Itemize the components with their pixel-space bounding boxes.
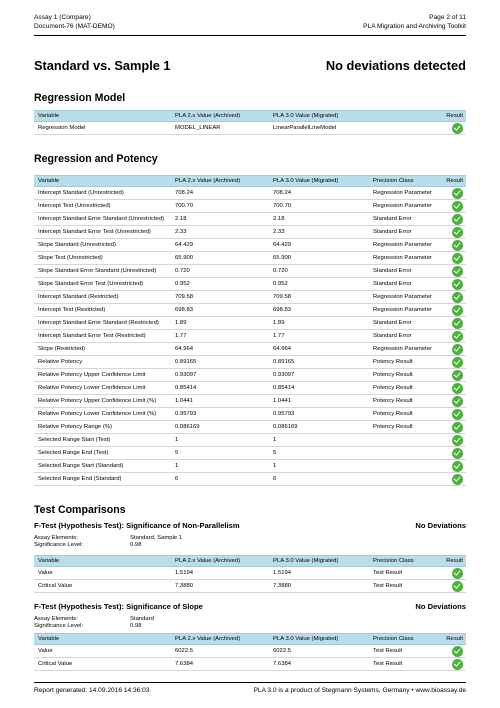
table-header-row: [34, 556, 466, 567]
variable-cell: Intercept Test (Unrestricted): [34, 200, 171, 213]
result-cell: [437, 369, 466, 382]
variable-cell: Relative Potency Range (%): [34, 421, 171, 434]
migrated-cell: 64.964: [269, 343, 369, 356]
check-icon: [452, 253, 463, 264]
table-row: [34, 317, 466, 330]
assay-name: Assay 1 (Compare): [34, 14, 91, 21]
table-row: [34, 382, 466, 395]
migrated-cell: LinearParallelLineModel: [269, 122, 437, 135]
check-icon: [452, 227, 463, 238]
precision-cell: Standard Error: [369, 330, 437, 343]
precision-cell: Standard Error: [369, 317, 437, 330]
table-row: [34, 447, 466, 460]
result-cell: [437, 122, 466, 135]
variable-cell: Relative Potency Upper Confidence Limit (%): [34, 395, 171, 408]
precision-cell: Test Result: [369, 658, 437, 671]
check-icon: [452, 357, 463, 368]
variable-cell: Relative Potency: [34, 356, 171, 369]
table-row: [34, 304, 466, 317]
precision-cell: Regression Parameter: [369, 343, 437, 356]
variable-cell: Slope Standard Error Standard (Unrestricted): [34, 265, 171, 278]
table-header-row: [34, 634, 466, 645]
test-title: F-Test (Hypothesis Test): Significance of Non-Parallelism: [34, 521, 240, 530]
variable-cell: Slope (Restricted): [34, 343, 171, 356]
migrated-cell: 1.5194: [269, 567, 369, 580]
migrated-cell: 0.720: [269, 265, 369, 278]
check-icon: [452, 409, 463, 420]
result-cell: [437, 580, 466, 593]
result-cell: [437, 395, 466, 408]
precision-cell: Standard Error: [369, 226, 437, 239]
result-cell: [437, 447, 466, 460]
result-cell: [437, 278, 466, 291]
variable-cell: Value: [34, 567, 171, 580]
result-cell: [437, 330, 466, 343]
migrated-cell: 65.900: [269, 252, 369, 265]
migrated-cell: 64.429: [269, 239, 369, 252]
variable-cell: Intercept Standard Error Test (Unrestricted): [34, 226, 171, 239]
precision-cell: [369, 473, 437, 486]
check-icon: [452, 201, 463, 212]
check-icon: [452, 292, 463, 303]
page-number: Page 2 of 11: [429, 14, 466, 21]
page-header: [34, 14, 466, 34]
result-cell: [437, 343, 466, 356]
column-header: PLA 3.0 Value (Migrated): [269, 556, 369, 567]
variable-cell: Selected Range End (Standard): [34, 473, 171, 486]
check-icon: [452, 659, 463, 670]
column-header: PLA 3.0 Value (Migrated): [269, 111, 437, 122]
footer-divider: [34, 682, 466, 683]
table-row: [34, 239, 466, 252]
table-row: [34, 252, 466, 265]
meta-label: Assay Elements:: [34, 616, 78, 622]
archived-cell: 1: [171, 460, 269, 473]
variable-cell: Relative Potency Upper Confidence Limit: [34, 369, 171, 382]
check-icon: [452, 448, 463, 459]
table-row: [34, 460, 466, 473]
variable-cell: Selected Range End (Test): [34, 447, 171, 460]
table-row: [34, 369, 466, 382]
result-cell: [437, 213, 466, 226]
archived-cell: 6022.5: [171, 645, 269, 658]
archived-cell: MODEL_LINEAR: [171, 122, 269, 135]
check-icon: [452, 383, 463, 394]
variable-cell: Relative Potency Lower Confidence Limit: [34, 382, 171, 395]
variable-cell: Relative Potency Lower Confidence Limit (%): [34, 408, 171, 421]
migrated-cell: 1.0441: [269, 395, 369, 408]
check-icon: [452, 461, 463, 472]
archived-cell: 1: [171, 434, 269, 447]
column-header: Result: [437, 556, 466, 567]
check-icon: [452, 370, 463, 381]
check-icon: [452, 646, 463, 657]
header-divider: [34, 35, 466, 36]
check-icon: [452, 435, 463, 446]
variable-cell: Intercept Standard Error Standard (Restricted): [34, 317, 171, 330]
column-header: PLA 2.x Value (Archived): [171, 556, 269, 567]
column-header: PLA 3.0 Value (Migrated): [269, 634, 369, 645]
precision-cell: Standard Error: [369, 278, 437, 291]
table-row: [34, 291, 466, 304]
migrated-cell: 0.95793: [269, 408, 369, 421]
test-status: No Deviations: [415, 602, 466, 611]
precision-cell: Standard Error: [369, 265, 437, 278]
table-row: [34, 278, 466, 291]
result-cell: [437, 658, 466, 671]
archived-cell: 0.89165: [171, 356, 269, 369]
column-header: Precision Class: [369, 176, 437, 187]
table-row: [34, 567, 466, 580]
precision-cell: Potency Result: [369, 356, 437, 369]
migrated-cell: 1: [269, 434, 369, 447]
variable-cell: Intercept Standard (Unrestricted): [34, 187, 171, 200]
archived-cell: 698.83: [171, 304, 269, 317]
precision-cell: Regression Parameter: [369, 252, 437, 265]
check-icon: [452, 214, 463, 225]
precision-cell: Test Result: [369, 645, 437, 658]
archived-cell: 709.58: [171, 291, 269, 304]
regression-model-heading: Regression Model: [34, 92, 126, 104]
regression-potency-table: [34, 175, 466, 486]
column-header: Variable: [34, 111, 171, 122]
meta-label: Significance Level:: [34, 542, 84, 548]
column-header: Precision Class: [369, 556, 437, 567]
variable-cell: Critical Value: [34, 580, 171, 593]
test-meta: [34, 616, 154, 630]
check-icon: [452, 266, 463, 277]
migrated-cell: 7.3880: [269, 580, 369, 593]
archived-cell: 0.086169: [171, 421, 269, 434]
result-cell: [437, 265, 466, 278]
meta-value: Standard: [130, 616, 154, 622]
result-cell: [437, 645, 466, 658]
variable-cell: Slope Standard Error Test (Unrestricted): [34, 278, 171, 291]
archived-cell: 1.89: [171, 317, 269, 330]
test-table: [34, 555, 466, 593]
migrated-cell: 0.93097: [269, 369, 369, 382]
result-cell: [437, 460, 466, 473]
meta-value: 0.98: [130, 542, 142, 548]
table-row: [34, 213, 466, 226]
column-header: Result: [437, 634, 466, 645]
migrated-cell: 6022.5: [269, 645, 369, 658]
migrated-cell: 700.70: [269, 200, 369, 213]
table-header-row: [34, 176, 466, 187]
result-cell: [437, 473, 466, 486]
meta-value: 0.98: [130, 623, 142, 629]
migrated-cell: 708.24: [269, 187, 369, 200]
test-title: F-Test (Hypothesis Test): Significance of Slope: [34, 602, 203, 611]
result-cell: [437, 200, 466, 213]
archived-cell: 2.18: [171, 213, 269, 226]
result-cell: [437, 434, 466, 447]
check-icon: [452, 318, 463, 329]
column-header: Variable: [34, 556, 171, 567]
table-row: [34, 330, 466, 343]
migrated-cell: 2.18: [269, 213, 369, 226]
table-row: [34, 265, 466, 278]
precision-cell: Potency Result: [369, 421, 437, 434]
variable-cell: Intercept Test (Restricted): [34, 304, 171, 317]
check-icon: [452, 123, 463, 134]
result-cell: [437, 252, 466, 265]
column-header: Result: [437, 176, 466, 187]
archived-cell: 65.900: [171, 252, 269, 265]
variable-cell: Slope Standard (Unrestricted): [34, 239, 171, 252]
variable-cell: Value: [34, 645, 171, 658]
archived-cell: 0.93097: [171, 369, 269, 382]
migrated-cell: 5: [269, 447, 369, 460]
precision-cell: [369, 460, 437, 473]
header-left: [34, 14, 115, 31]
variable-cell: Regression Model: [34, 122, 171, 135]
migrated-cell: 2.33: [269, 226, 369, 239]
archived-cell: 1.77: [171, 330, 269, 343]
table-row: [34, 356, 466, 369]
migrated-cell: 698.83: [269, 304, 369, 317]
check-icon: [452, 331, 463, 342]
column-header: Result: [437, 111, 466, 122]
column-header: PLA 2.x Value (Archived): [171, 111, 269, 122]
test-table: [34, 633, 466, 671]
precision-cell: Regression Parameter: [369, 304, 437, 317]
column-header: Variable: [34, 176, 171, 187]
archived-cell: 64.429: [171, 239, 269, 252]
result-cell: [437, 226, 466, 239]
table-row: [34, 187, 466, 200]
archived-cell: 700.70: [171, 200, 269, 213]
check-icon: [452, 422, 463, 433]
precision-cell: Potency Result: [369, 395, 437, 408]
precision-cell: Regression Parameter: [369, 187, 437, 200]
precision-cell: Potency Result: [369, 369, 437, 382]
variable-cell: Selected Range Start (Standard): [34, 460, 171, 473]
table-row: [34, 343, 466, 356]
table-row: [34, 408, 466, 421]
migrated-cell: 0.952: [269, 278, 369, 291]
meta-value: Standard, Sample 1: [130, 535, 183, 541]
result-cell: [437, 408, 466, 421]
precision-cell: Potency Result: [369, 408, 437, 421]
check-icon: [452, 396, 463, 407]
test-status: No Deviations: [415, 521, 466, 530]
table-row: [34, 645, 466, 658]
regression-potency-heading: Regression and Potency: [34, 153, 158, 165]
result-cell: [437, 239, 466, 252]
variable-cell: Intercept Standard (Restricted): [34, 291, 171, 304]
precision-cell: [369, 434, 437, 447]
archived-cell: 0.85414: [171, 382, 269, 395]
archived-cell: 0.95793: [171, 408, 269, 421]
archived-cell: 0.720: [171, 265, 269, 278]
archived-cell: 5: [171, 447, 269, 460]
column-header: Precision Class: [369, 634, 437, 645]
migrated-cell: 0.85414: [269, 382, 369, 395]
precision-cell: Test Result: [369, 567, 437, 580]
check-icon: [452, 581, 463, 592]
table-row: [34, 200, 466, 213]
meta-label: Significance Level:: [34, 623, 84, 629]
check-icon: [452, 240, 463, 251]
table-header-row: [34, 111, 466, 122]
check-icon: [452, 188, 463, 199]
variable-cell: Intercept Standard Error Test (Restricted): [34, 330, 171, 343]
precision-cell: Regression Parameter: [369, 200, 437, 213]
table-row: [34, 658, 466, 671]
check-icon: [452, 279, 463, 290]
archived-cell: 7.3880: [171, 580, 269, 593]
result-cell: [437, 317, 466, 330]
check-icon: [452, 568, 463, 579]
column-header: PLA 3.0 Value (Migrated): [269, 176, 369, 187]
table-row: [34, 434, 466, 447]
migrated-cell: 709.58: [269, 291, 369, 304]
table-row: [34, 395, 466, 408]
table-row: [34, 421, 466, 434]
header-right: [363, 14, 466, 31]
migrated-cell: 0.89165: [269, 356, 369, 369]
precision-cell: Standard Error: [369, 213, 437, 226]
variable-cell: Intercept Standard Error Standard (Unrestricted): [34, 213, 171, 226]
table-row: [34, 580, 466, 593]
column-header: Variable: [34, 634, 171, 645]
table-row: [34, 122, 466, 135]
result-cell: [437, 304, 466, 317]
result-cell: [437, 382, 466, 395]
report-generated: Report generated: 14.09.2016 14:36:03: [34, 687, 150, 694]
variable-cell: Critical Value: [34, 658, 171, 671]
test-meta: [34, 535, 182, 549]
result-cell: [437, 356, 466, 369]
precision-cell: Regression Parameter: [369, 291, 437, 304]
archived-cell: 6: [171, 473, 269, 486]
migrated-cell: 1.77: [269, 330, 369, 343]
precision-cell: Potency Result: [369, 382, 437, 395]
document-id: Document-76 (MAT-DEMO): [34, 22, 115, 30]
migrated-cell: 0.086169: [269, 421, 369, 434]
result-cell: [437, 187, 466, 200]
result-cell: [437, 291, 466, 304]
check-icon: [452, 474, 463, 485]
table-row: [34, 473, 466, 486]
archived-cell: 7.6384: [171, 658, 269, 671]
precision-cell: [369, 447, 437, 460]
column-header: PLA 2.x Value (Archived): [171, 176, 269, 187]
variable-cell: Slope Test (Unrestricted): [34, 252, 171, 265]
result-cell: [437, 567, 466, 580]
deviation-status: No deviations detected: [325, 58, 466, 73]
archived-cell: 1.0441: [171, 395, 269, 408]
page-title: Standard vs. Sample 1: [34, 58, 171, 73]
archived-cell: 0.952: [171, 278, 269, 291]
archived-cell: 708.24: [171, 187, 269, 200]
regression-model-table: [34, 110, 466, 135]
test-comparisons-heading: Test Comparisons: [34, 504, 126, 516]
migrated-cell: 1.89: [269, 317, 369, 330]
archived-cell: 64.964: [171, 343, 269, 356]
variable-cell: Selected Range Start (Test): [34, 434, 171, 447]
product-credit: PLA 3.0 is a product of Stegmann Systems, Germany • www.bioassay.de: [253, 687, 466, 694]
migrated-cell: 1: [269, 460, 369, 473]
archived-cell: 1.5194: [171, 567, 269, 580]
migrated-cell: 6: [269, 473, 369, 486]
table-row: [34, 226, 466, 239]
check-icon: [452, 344, 463, 355]
check-icon: [452, 305, 463, 316]
precision-cell: Test Result: [369, 580, 437, 593]
precision-cell: Regression Parameter: [369, 239, 437, 252]
archived-cell: 2.33: [171, 226, 269, 239]
meta-label: Assay Elements:: [34, 535, 78, 541]
column-header: PLA 2.x Value (Archived): [171, 634, 269, 645]
migrated-cell: 7.6384: [269, 658, 369, 671]
toolkit-name: PLA Migration and Archiving Toolkit: [363, 22, 466, 30]
result-cell: [437, 421, 466, 434]
